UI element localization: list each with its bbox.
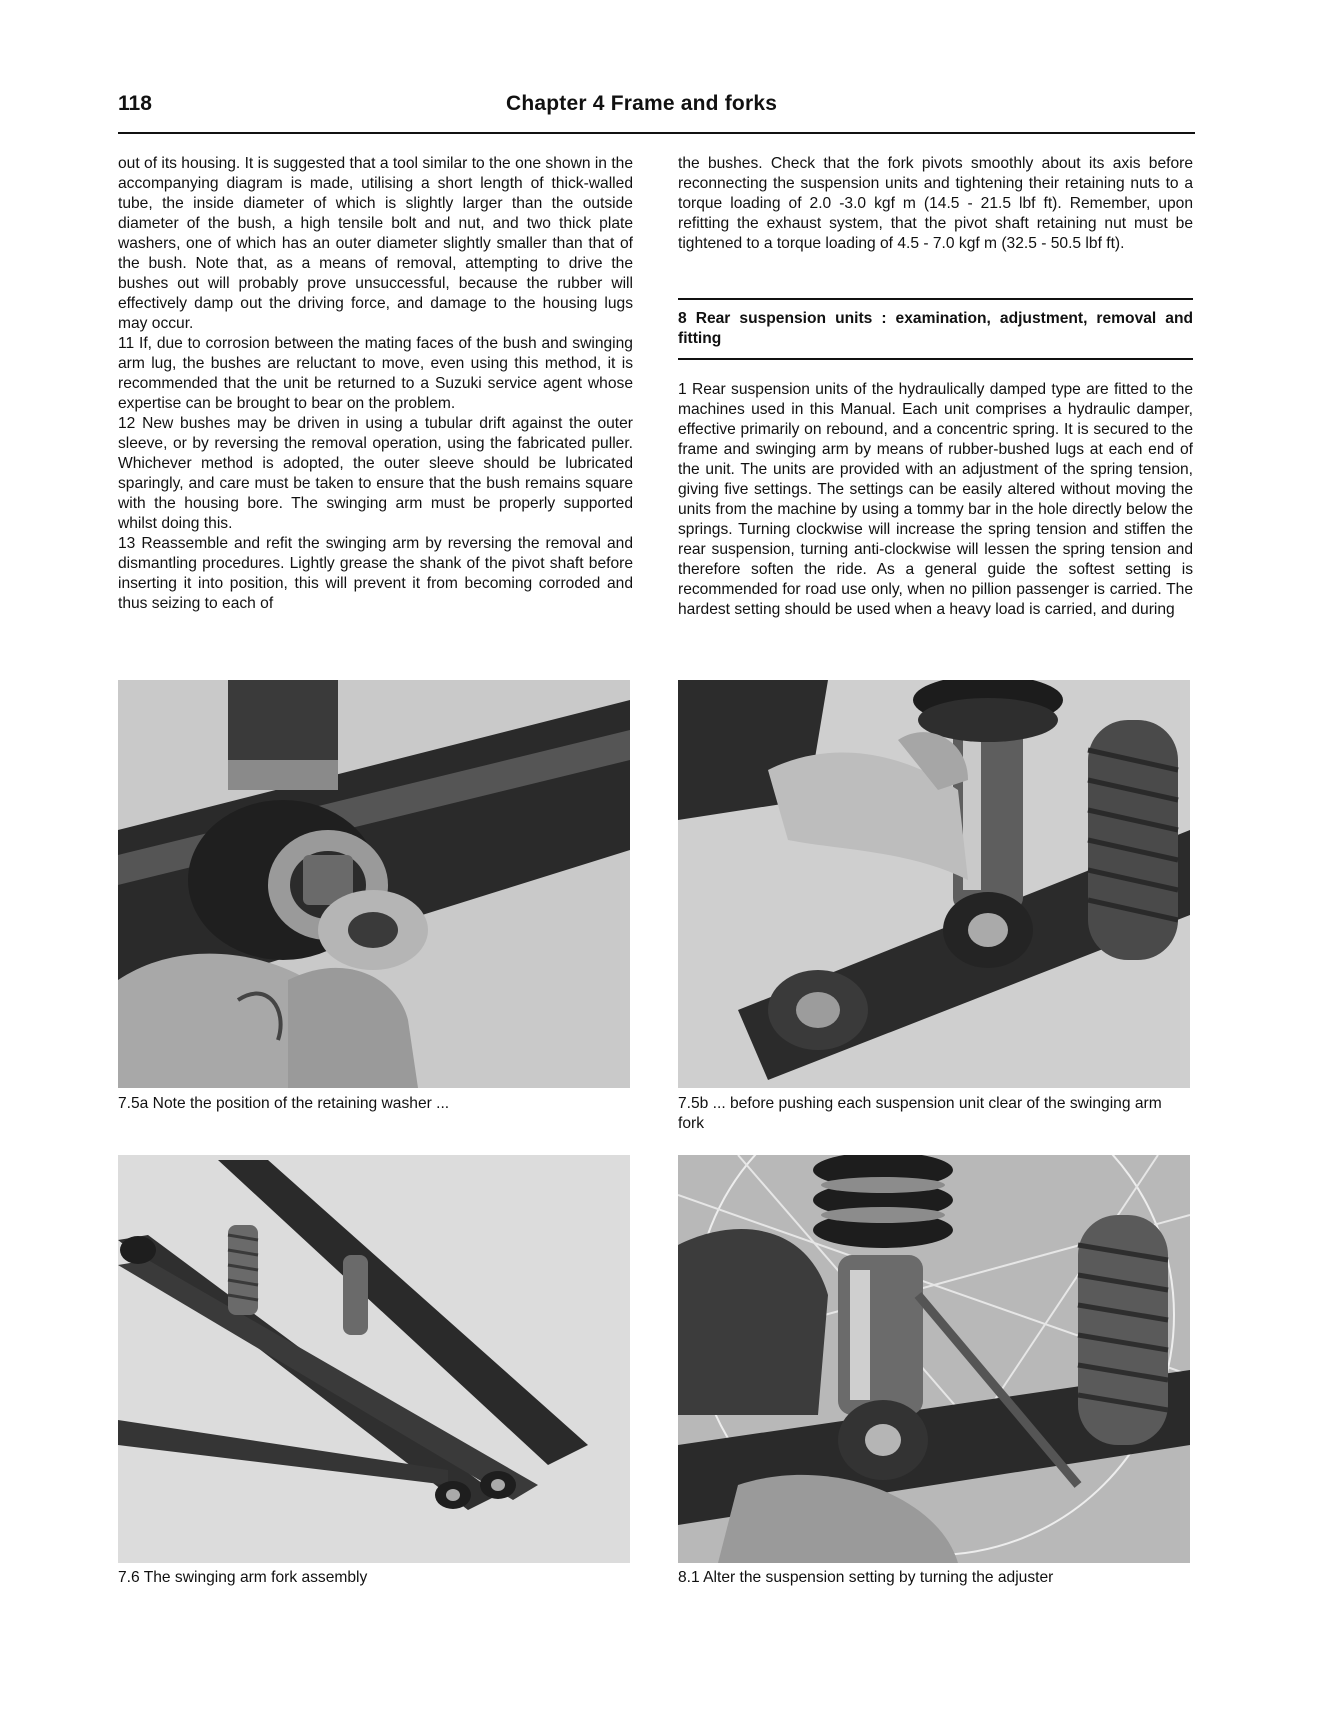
paragraph-12: 12 New bushes may be driven in using a tubular drift against the outer sleeve, or by reversing the removal operation, using the fabricated puller. Whichever method is adopted, the outer sleeve should be lubricated sparingly, and care must be taken to ensure that the bush remains square with the housing bore. The swinging arm must be properly supported whilst doing this. (118, 415, 633, 532)
paragraph-continuation: out of its housing. It is suggested that a tool similar to the one shown in the accompanying diagram is made, utilising a short length of thick-walled tube, the inside diameter of which is slightly larger than the outside diameter of the bush, a high tensile bolt and nut, and two thick plate washers, one of which has an outer diameter slightly smaller than that of the bush. Note that, as a means of removal, attempting to drive the bushes out will probably prove unsuccessful, because the rubber will effectively damp out the driving force, and damage to the housing lugs may occur. (118, 155, 633, 332)
left-column (118, 154, 633, 614)
section-heading-block (678, 298, 1193, 360)
caption-7-5a: 7.5a Note the position of the retaining washer ... (118, 1095, 450, 1112)
caption-7-6: 7.6 The swinging arm fork assembly (118, 1569, 368, 1586)
section-rule-top (678, 298, 1193, 300)
chapter-title: Chapter 4 Frame and forks (506, 92, 778, 115)
photo-suspension-adjuster (678, 1155, 1190, 1563)
photo-suspension-unit-removal (678, 680, 1190, 1088)
section-rule-bottom (678, 358, 1193, 360)
paragraph-13: 13 Reassemble and refit the swinging arm by reversing the removal and dismantling procedures. Lightly grease the shank of the pivot shaft before inserting it into position, this will prevent it from becoming corroded and thus seizing to each of (118, 535, 633, 612)
caption-8-1: 8.1 Alter the suspension setting by turning the adjuster (678, 1569, 1054, 1586)
photo-swinging-arm-assembly (118, 1155, 630, 1563)
paragraph-continuation-right: the bushes. Check that the fork pivots smoothly about its axis before reconnecting the suspension units and tightening their retaining nuts to a torque loading of 2.0 -3.0 kgf m (14.5 - 21.5 lbf ft). Remember, upon refitting the exhaust system, that the pivot shaft retaining nut must be tightened to a torque loading of 4.5 - 7.0 kgf m (32.5 - 50.5 lbf ft). (678, 155, 1193, 252)
caption-7-5b: 7.5b ... before pushing each suspension unit clear of the swinging arm fork (678, 1095, 1162, 1132)
section-paragraph-1: 1 Rear suspension units of the hydraulically damped type are fitted to the machines used in this Manual. Each unit comprises a hydraulic damper, effective primarily on rebound, and a concentric spring. It is secured to the frame and swinging arm by means of rubber-bushed lugs at each end of the unit. The units are provided with an adjustment of the spring tension, giving five settings. The settings can be easily altered without moving the units from the machine by using a tommy bar in the hole directly below the springs. Turning clockwise will increase the spring tension and stiffen the rear suspension, turning anti-clockwise will lessen the spring tension and therefore soften the ride. As a general guide the softest setting is recommended for road use only, when no pillion passenger is carried. The hardest setting should be used when a heavy load is carried, and during (678, 381, 1193, 618)
page-number: 118 (118, 92, 152, 115)
right-column (678, 154, 1193, 254)
photo-retaining-washer (118, 680, 630, 1088)
paragraph-11: 11 If, due to corrosion between the mating faces of the bush and swinging arm lug, the bushes are reluctant to move, even using this method, it is recommended that the unit be returned to a Suzuki service agent whose expertise can be brought to bear on the problem. (118, 335, 633, 412)
section-title: 8 Rear suspension units : examination, adjustment, removal and fitting (678, 310, 1193, 347)
header-rule (118, 132, 1195, 134)
